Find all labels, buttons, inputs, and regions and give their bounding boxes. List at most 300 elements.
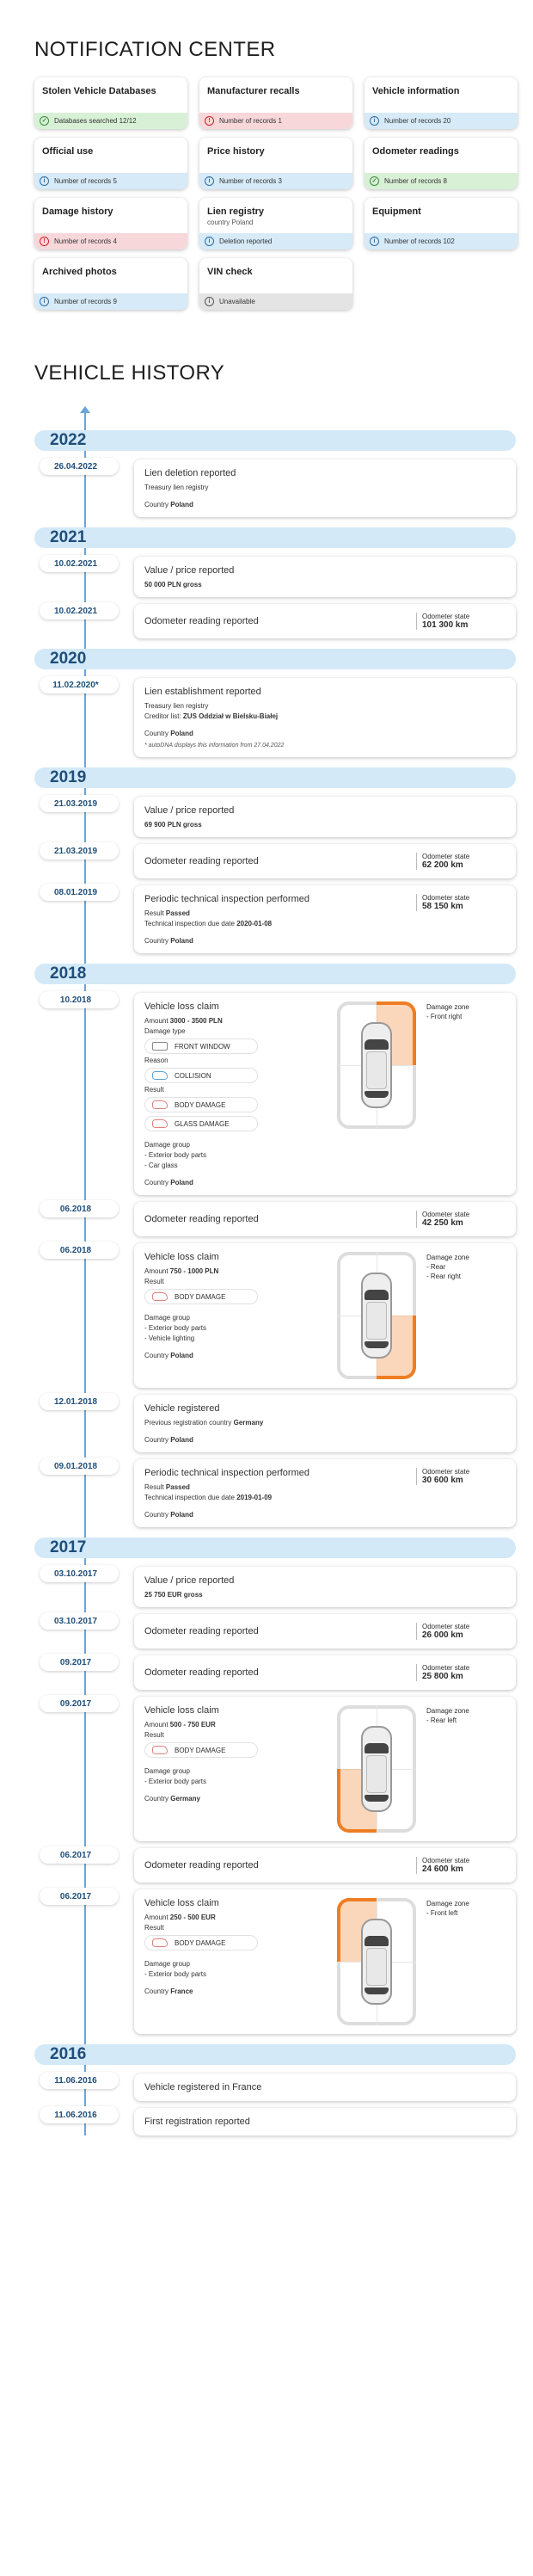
car-body-icon [152,1100,168,1109]
odometer-value: 42 250 km [422,1218,463,1228]
event-line-label: Technical inspection due date [144,920,237,927]
car-body-icon [152,1292,168,1301]
event-date [0,2108,97,2135]
claim-country [144,1795,325,1803]
history-event [0,844,533,878]
country-label: Country [144,1352,171,1359]
claim-group-label: Damage type [144,1027,186,1035]
year-label: 2021 [50,528,87,546]
odometer-left [144,894,309,945]
odometer-value: 25 800 km [422,1672,463,1681]
card-status-text: Number of records 9 [54,298,117,305]
spacer [144,1501,309,1508]
spacer [144,1950,325,1957]
card-title: VIN check [207,267,253,277]
year-label: 2018 [50,964,87,983]
amount-value: 500 - 750 EUR [169,1721,216,1729]
damage-group-label: Damage group [144,1314,190,1322]
notification-card[interactable] [365,138,518,189]
event-date [0,797,98,837]
history-event [0,1614,533,1649]
event-line-value: 2020-01-08 [236,920,273,927]
event-card[interactable] [134,797,516,837]
notification-card[interactable] [365,198,518,250]
odometer-left [144,1626,259,1636]
event-date-text: 10.02.2021 [53,559,98,569]
event-note: * autoDNA displays this information from 27.04.2022 [144,743,285,749]
event-line [144,937,309,945]
claim-amount [144,1267,325,1275]
notification-card[interactable] [199,198,352,250]
year-header [34,1538,516,1558]
damage-zone-item: - Rear right [426,1273,462,1280]
odometer-left [144,1667,259,1678]
odometer-state [416,613,505,630]
rear-window [365,1091,389,1098]
history-event [0,2108,533,2135]
notification-card[interactable] [34,77,187,129]
event-title: Odometer reading reported [144,856,259,866]
odometer-row [144,894,505,945]
event-title: Periodic technical inspection performed [144,894,309,904]
damage-tag [144,1742,258,1758]
event-card[interactable] [134,1697,516,1841]
country-value: Germany [170,1795,200,1803]
card-status-bar [199,173,352,189]
card-status-text: Deletion reported [219,237,273,245]
odometer-left [144,856,259,866]
event-date-text: 06.2018 [59,1246,92,1255]
card-title: Price history [207,146,265,157]
event-date [0,1243,93,1388]
damage-tag [144,1935,258,1950]
odometer-row [144,1664,505,1681]
event-line [144,712,505,720]
history-event [0,678,533,757]
country-value: Poland [170,1179,193,1186]
year-header [34,2044,516,2065]
event-date-text: 06.2018 [59,1205,92,1214]
event-date-text: 06.2017 [59,1851,92,1860]
damage-tag [144,1038,258,1054]
event-line-label: Treasury lien registry [144,702,209,710]
event-date-text: 21.03.2019 [53,799,98,809]
event-date-text: 06.2017 [59,1892,92,1901]
odometer-value: 26 000 km [422,1630,463,1640]
event-date [0,885,98,953]
claim-body [144,1252,505,1379]
card-title: Damage history [42,206,113,217]
event-line-value: 69 900 PLN gross [144,821,202,829]
event-line-label: Result [144,1483,166,1491]
check-icon: ✓ [370,176,379,186]
odometer-value: 30 600 km [422,1476,463,1485]
amount-value: 3000 - 3500 PLN [169,1017,223,1025]
odometer-value: 24 600 km [422,1864,463,1874]
odometer-left [144,616,259,626]
notification-card[interactable] [34,258,187,310]
spacer [144,491,505,498]
card-title: Lien registry [207,206,265,217]
event-card[interactable] [134,1567,516,1607]
car-glass-icon [152,1119,168,1128]
event-card[interactable] [134,1889,516,2034]
event-line-label: Result [144,909,166,917]
odometer-state [416,853,505,870]
event-card[interactable] [134,2108,516,2135]
claim-group-label: Result [144,1278,164,1285]
spacer [144,927,309,934]
event-card[interactable] [134,678,516,757]
odometer-row [144,1623,505,1640]
check-icon: ✓ [40,116,49,126]
odometer-state [416,1211,505,1228]
damage-tag-text: BODY DAMAGE [175,1292,226,1301]
notification-card[interactable] [199,258,352,310]
event-line [144,484,505,491]
event-line-label: Country [144,1511,171,1519]
event-date [0,1889,93,2034]
notification-card[interactable] [199,77,352,129]
event-line-value: Poland [170,501,193,508]
car-roof [366,1051,387,1089]
claim-country [144,1352,325,1359]
event-line-value: Germany [233,1419,264,1427]
amount-label: Amount [144,1721,170,1729]
event-date-text: 12.01.2018 [53,1397,98,1407]
event-date-text: 10.2018 [59,995,92,1005]
damage-tag-text: BODY DAMAGE [175,1746,226,1754]
damage-zone-item: - Rear left [426,1716,457,1724]
damage-zone-item: - Front left [426,1909,458,1917]
damage-zone [416,1898,502,2025]
odometer-row [144,1211,505,1228]
odometer-value: 58 150 km [422,902,463,911]
car-damage-diagram [337,1001,416,1129]
odometer-row [144,1857,505,1874]
claim-details [144,1001,325,1186]
windshield [365,1743,389,1753]
history-event [0,1567,533,1607]
history-event [0,1889,533,2034]
odometer-row [144,853,505,870]
event-date [0,1459,98,1527]
event-line-label: Country [144,937,171,945]
claim-details [144,1705,325,1833]
card-status-bar [199,293,352,310]
card-status-text: Number of records 5 [54,177,117,185]
history-event [0,459,533,517]
history-event [0,604,533,638]
event-title: Lien establishment reported [144,687,261,697]
card-status-text: Number of records 4 [54,237,117,245]
card-title: Official use [42,146,94,157]
windshield [365,1039,389,1050]
year-label: 2017 [50,1538,87,1556]
odometer-left [144,1468,309,1519]
year-header [34,767,516,788]
event-line-value: 25 750 EUR gross [144,1591,203,1599]
car-roof [366,1302,387,1340]
card-status-bar [34,113,187,129]
event-card[interactable] [134,1614,516,1649]
event-title: Periodic technical inspection performed [144,1468,309,1478]
damage-tag-text: COLLISION [175,1071,211,1080]
card-title: Archived photos [42,267,117,277]
damage-zone [416,1001,502,1186]
odometer-value: 62 200 km [422,860,463,870]
notification-card[interactable] [34,138,187,189]
info-icon: i [40,297,49,306]
event-date-text: 03.10.2017 [53,1569,98,1579]
spacer [144,720,505,727]
event-title: Lien deletion reported [144,468,236,478]
claim-group-label: Result [144,1731,164,1739]
event-line-value: Poland [170,1436,193,1444]
event-line [144,1419,505,1427]
event-date [0,678,99,757]
spacer [144,1785,325,1792]
event-card[interactable] [134,844,516,878]
damage-group-label: Damage group [144,1141,190,1149]
event-line-value: Passed [165,909,190,917]
claim-group-label: Result [144,1086,164,1094]
odometer-label: Odometer state [422,613,470,620]
odometer-label: Odometer state [422,894,470,902]
damage-tag-text: BODY DAMAGE [175,1100,226,1109]
odometer-state [416,1664,505,1681]
car-damage-diagram [337,1252,416,1379]
event-line-value: Poland [170,730,193,737]
amount-label: Amount [144,1017,170,1025]
damage-tag-text: BODY DAMAGE [175,1938,226,1947]
event-date [0,1567,98,1607]
history-event [0,1655,533,1690]
history-event [0,885,533,953]
event-date-text: 11.06.2016 [54,2076,97,2086]
event-line-value: 2019-01-09 [236,1494,273,1501]
event-date [0,1848,93,1883]
card-title: Stolen Vehicle Databases [42,86,156,96]
claim-group-label: Result [144,1924,164,1932]
event-line [144,1591,505,1599]
event-line [144,1436,505,1444]
year-label: 2020 [50,650,87,668]
event-line-value: Passed [165,1483,190,1491]
odometer-state [416,1468,505,1485]
history-event [0,797,533,837]
damage-tag-text: GLASS DAMAGE [175,1119,230,1128]
info-icon: i [370,116,379,126]
event-date-text: 09.2017 [59,1658,92,1667]
damage-group-item: - Exterior body parts [144,1151,207,1159]
odometer-left [144,1214,259,1224]
notification-card[interactable] [34,198,187,250]
event-card[interactable] [134,604,516,638]
year-label: 2016 [50,2045,87,2063]
card-status-bar [34,293,187,310]
event-line-label: Previous registration country [144,1419,234,1427]
info-icon: ! [40,237,49,246]
info-icon: i [205,176,214,186]
card-status-text: Number of records 20 [384,117,451,125]
event-date [0,1697,93,1841]
card-status-bar [365,173,518,189]
info-icon: i [370,237,379,246]
rear-window [365,1987,389,1994]
history-event [0,1459,533,1527]
spacer [144,1978,325,1985]
event-title: Value / price reported [144,565,235,576]
card-title: Odometer readings [372,146,459,157]
vehicle-history-title: VEHICLE HISTORY [34,361,225,385]
event-date-text: 08.01.2019 [53,888,98,897]
event-title: Odometer reading reported [144,1626,259,1636]
country-value: France [170,1987,193,1995]
event-title: Vehicle registered [144,1403,220,1414]
card-status-text: Number of records 1 [219,117,282,125]
car-roof [366,1948,387,1986]
event-card[interactable] [134,1459,516,1527]
card-status-bar [34,173,187,189]
event-card[interactable] [134,885,516,953]
event-date-text: 26.04.2022 [53,462,98,471]
info-icon: i [205,237,214,246]
claim-amount [144,1017,325,1025]
event-line-label: Treasury lien registry [144,484,209,491]
spacer [144,1131,325,1138]
country-label: Country [144,1179,171,1186]
odometer-row [144,613,505,630]
history-event [0,1202,533,1236]
event-card[interactable] [134,1655,516,1690]
windshield [365,1936,389,1946]
odometer-state [416,894,505,911]
event-card[interactable] [134,459,516,517]
event-date [0,1395,98,1452]
amount-label: Amount [144,1267,170,1275]
event-title: Odometer reading reported [144,616,259,626]
damage-zone-item: - Front right [426,1013,463,1020]
year-label: 2019 [50,768,87,786]
history-event [0,2074,533,2101]
event-card[interactable] [134,1395,516,1452]
damage-group-item: - Vehicle lighting [144,1334,195,1342]
car-roof [366,1755,387,1793]
event-date [0,844,98,878]
history-event [0,1848,533,1883]
event-line [144,1494,309,1501]
odometer-label: Odometer state [422,1468,470,1476]
rear-window [365,1795,389,1802]
notification-center-title: NOTIFICATION CENTER [34,38,276,61]
timeline-arrow-icon [80,406,90,413]
event-title: Vehicle loss claim [144,1252,219,1262]
event-line-value: Poland [170,937,193,945]
damage-zone-label: Damage zone [426,1707,469,1715]
event-card[interactable] [134,2074,516,2101]
windshield [365,1290,389,1300]
event-line [144,730,505,737]
card-status-bar [199,113,352,129]
spacer [144,1169,325,1176]
info-icon: i [205,297,214,306]
notification-card[interactable] [365,77,518,129]
claim-body [144,1001,505,1186]
event-title: Vehicle loss claim [144,1898,219,1908]
damage-zone [416,1252,502,1379]
event-title: Value / price reported [144,805,235,816]
odometer-state [416,1623,505,1640]
damage-group-label: Damage group [144,1767,190,1775]
event-line-value: Poland [170,1511,193,1519]
spacer [144,1304,325,1311]
amount-label: Amount [144,1914,170,1921]
claim-body [144,1898,505,2025]
year-label: 2022 [50,431,87,449]
odometer-label: Odometer state [422,853,470,860]
event-date [0,1655,93,1690]
event-card[interactable] [134,557,516,597]
car-damage-diagram [337,1898,416,2025]
year-header [34,649,516,669]
event-line [144,702,505,710]
event-date [0,1202,93,1236]
amount-value: 250 - 500 EUR [169,1914,216,1921]
event-title: Odometer reading reported [144,1860,259,1870]
event-date [0,2074,97,2101]
event-date [0,604,98,638]
event-title: Vehicle registered in France [144,2082,262,2092]
card-subtitle: country Poland [207,219,254,226]
event-date [0,459,98,517]
damage-tag [144,1116,258,1131]
card-status-text: Unavailable [219,298,255,305]
card-status-bar [34,233,187,250]
event-card[interactable] [134,1202,516,1236]
event-title: Vehicle loss claim [144,1705,219,1716]
event-date-text: 11.02.2020* [52,681,99,690]
event-line [144,1511,309,1519]
damage-zone-label: Damage zone [426,1254,469,1261]
damage-group-item: - Car glass [144,1162,178,1169]
event-line [144,1483,309,1491]
car-damage-diagram [337,1705,416,1833]
damage-zone-label: Damage zone [426,1900,469,1907]
notification-card[interactable] [199,138,352,189]
event-line-label: Technical inspection due date [144,1494,237,1501]
event-card[interactable] [134,1243,516,1388]
damage-group-item: - Exterior body parts [144,1970,207,1978]
event-card[interactable] [134,1848,516,1883]
odometer-label: Odometer state [422,1623,470,1630]
card-status-bar [365,233,518,250]
odometer-row [144,1468,505,1519]
history-event [0,993,533,1195]
event-title: First registration reported [144,2117,250,2127]
claim-details [144,1898,325,2025]
damage-tag [144,1068,258,1083]
damage-tag-text: FRONT WINDOW [175,1042,230,1051]
odometer-left [144,1860,259,1870]
damage-tag [144,1097,258,1112]
spacer [144,1342,325,1349]
event-line [144,581,505,589]
country-value: Poland [170,1352,193,1359]
event-card[interactable] [134,993,516,1195]
odometer-label: Odometer state [422,1664,470,1672]
event-line-label: Creditor list: [144,712,183,720]
